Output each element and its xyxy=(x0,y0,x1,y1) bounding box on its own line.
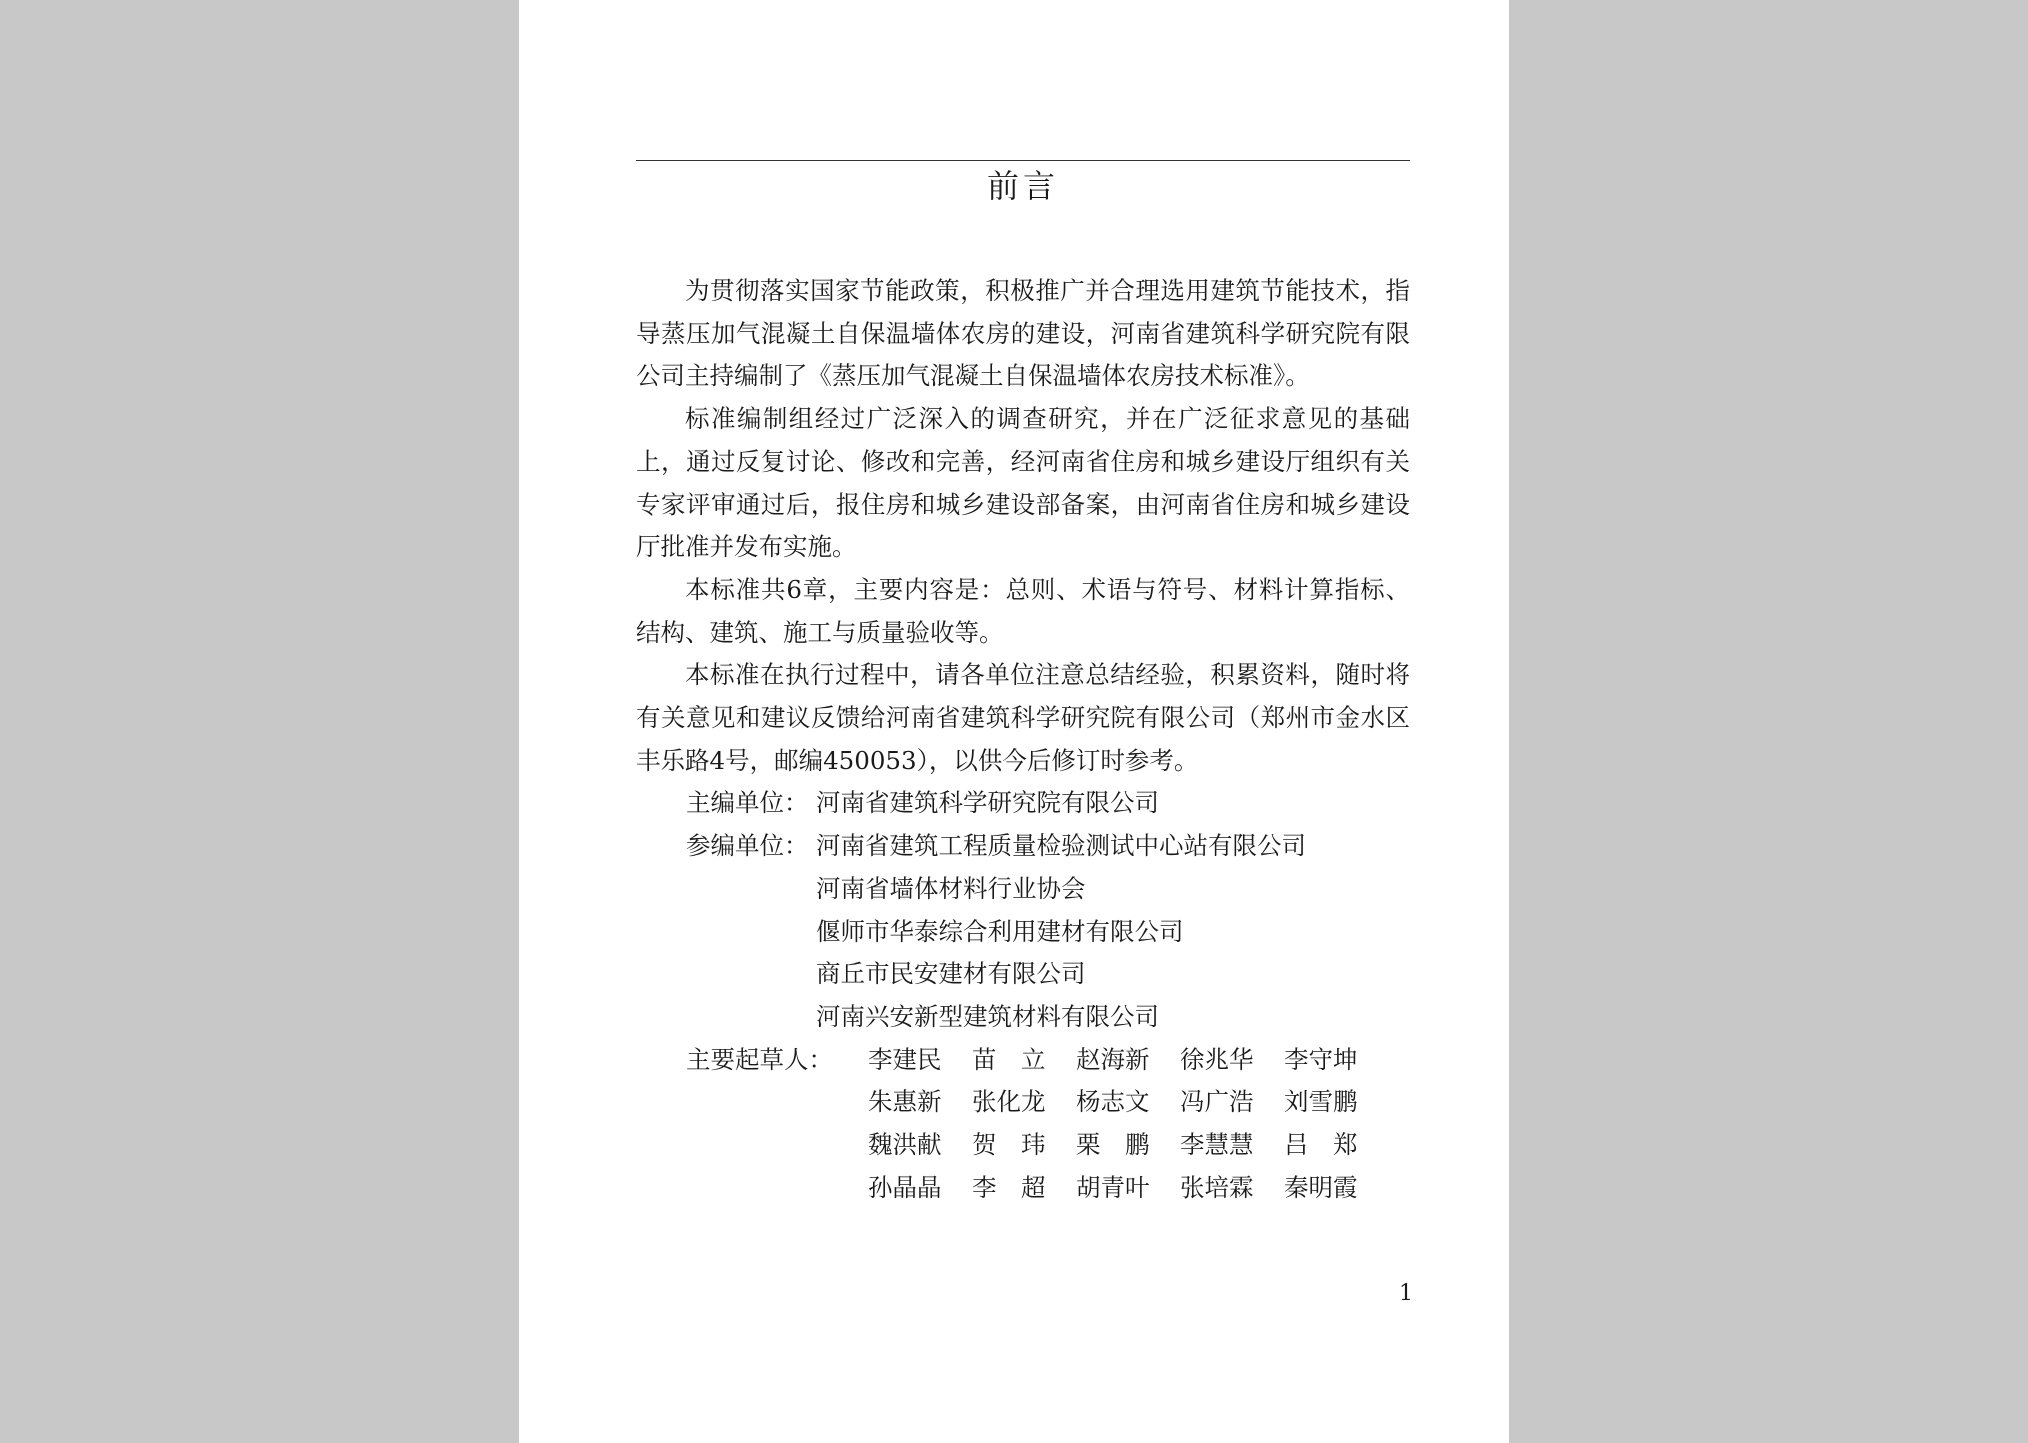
drafter-name: 李 超 xyxy=(972,1172,1046,1202)
chief-editor-list xyxy=(816,782,1159,825)
drafter-name: 杨志文 xyxy=(1076,1087,1150,1117)
participating-unit: 河南省墙体材料行业协会 xyxy=(816,873,1086,903)
drafter-name: 李慧慧 xyxy=(1180,1130,1254,1160)
participating-editors-section xyxy=(636,825,1410,1039)
chief-editor-unit: 河南省建筑科学研究院有限公司 xyxy=(816,788,1159,818)
document-page xyxy=(519,0,1509,1443)
paragraph-1: 为贯彻落实国家节能政策，积极推广并合理选用建筑节能技术，指导蒸压加气混凝土自保温墙体农房的建设，河南省建筑科学研究院有限公司主持编制了《蒸压加气混凝土自保温墙体农房技术标准》。 xyxy=(636,276,1410,391)
drafter-name: 苗 立 xyxy=(972,1044,1046,1074)
drafter-name: 朱惠新 xyxy=(868,1087,942,1117)
drafter-name: 徐兆华 xyxy=(1180,1044,1254,1074)
drafter-name: 冯广浩 xyxy=(1180,1087,1254,1117)
drafter-name: 张培霖 xyxy=(1180,1172,1254,1202)
participating-unit: 偃师市华泰综合利用建材有限公司 xyxy=(816,916,1184,946)
drafter-name: 刘雪鹏 xyxy=(1284,1087,1358,1117)
drafter-name: 赵海新 xyxy=(1076,1044,1150,1074)
participating-unit: 商丘市民安建材有限公司 xyxy=(816,959,1086,989)
drafters-section xyxy=(636,1039,1410,1210)
participating-unit: 河南省建筑工程质量检验测试中心站有限公司 xyxy=(816,831,1306,861)
drafter-name: 李建民 xyxy=(868,1044,942,1074)
participating-unit: 河南兴安新型建筑材料有限公司 xyxy=(816,1001,1159,1031)
drafter-name: 魏洪献 xyxy=(868,1130,942,1160)
paragraph-2: 标准编制组经过广泛深入的调查研究，并在广泛征求意见的基础上，通过反复讨论、修改和完善，经河南省住房和城乡建设厅组织有关专家评审通过后，报住房和城乡建设部备案，由河南省住房和城乡建设厅批准并发布实施。 xyxy=(636,404,1410,562)
preface-body xyxy=(636,270,1410,1209)
drafters-label: 主要起草人： xyxy=(686,1044,833,1074)
drafters-grid xyxy=(868,1039,1388,1210)
drafter-name: 李守坤 xyxy=(1284,1044,1358,1074)
paragraph-3: 本标准共6章，主要内容是：总则、术语与符号、材料计算指标、结构、建筑、施工与质量验收等。 xyxy=(636,574,1410,647)
page-title: 前言 xyxy=(986,167,1059,205)
drafter-name: 栗 鹏 xyxy=(1076,1130,1150,1160)
chief-editor-label: 主编单位： xyxy=(686,788,809,818)
header-rule xyxy=(636,160,1410,161)
page-number: 1 xyxy=(1399,1281,1413,1306)
drafter-name: 吕 郑 xyxy=(1284,1130,1358,1160)
drafter-name: 秦明霞 xyxy=(1284,1172,1358,1202)
drafter-name: 孙晶晶 xyxy=(868,1172,942,1202)
participating-editors-list xyxy=(816,825,1306,1039)
participating-editors-label: 参编单位： xyxy=(686,831,809,861)
drafter-name: 胡青叶 xyxy=(1076,1172,1150,1202)
drafter-name: 张化龙 xyxy=(972,1087,1046,1117)
chief-editor-section xyxy=(636,782,1410,825)
paragraph-4: 本标准在执行过程中，请各单位注意总结经验，积累资料，随时将有关意见和建议反馈给河南省建筑科学研究院有限公司（郑州市金水区丰乐路4号，邮编450053），以供今后修订时参考。 xyxy=(636,660,1410,775)
drafter-name: 贺 玮 xyxy=(972,1130,1046,1160)
